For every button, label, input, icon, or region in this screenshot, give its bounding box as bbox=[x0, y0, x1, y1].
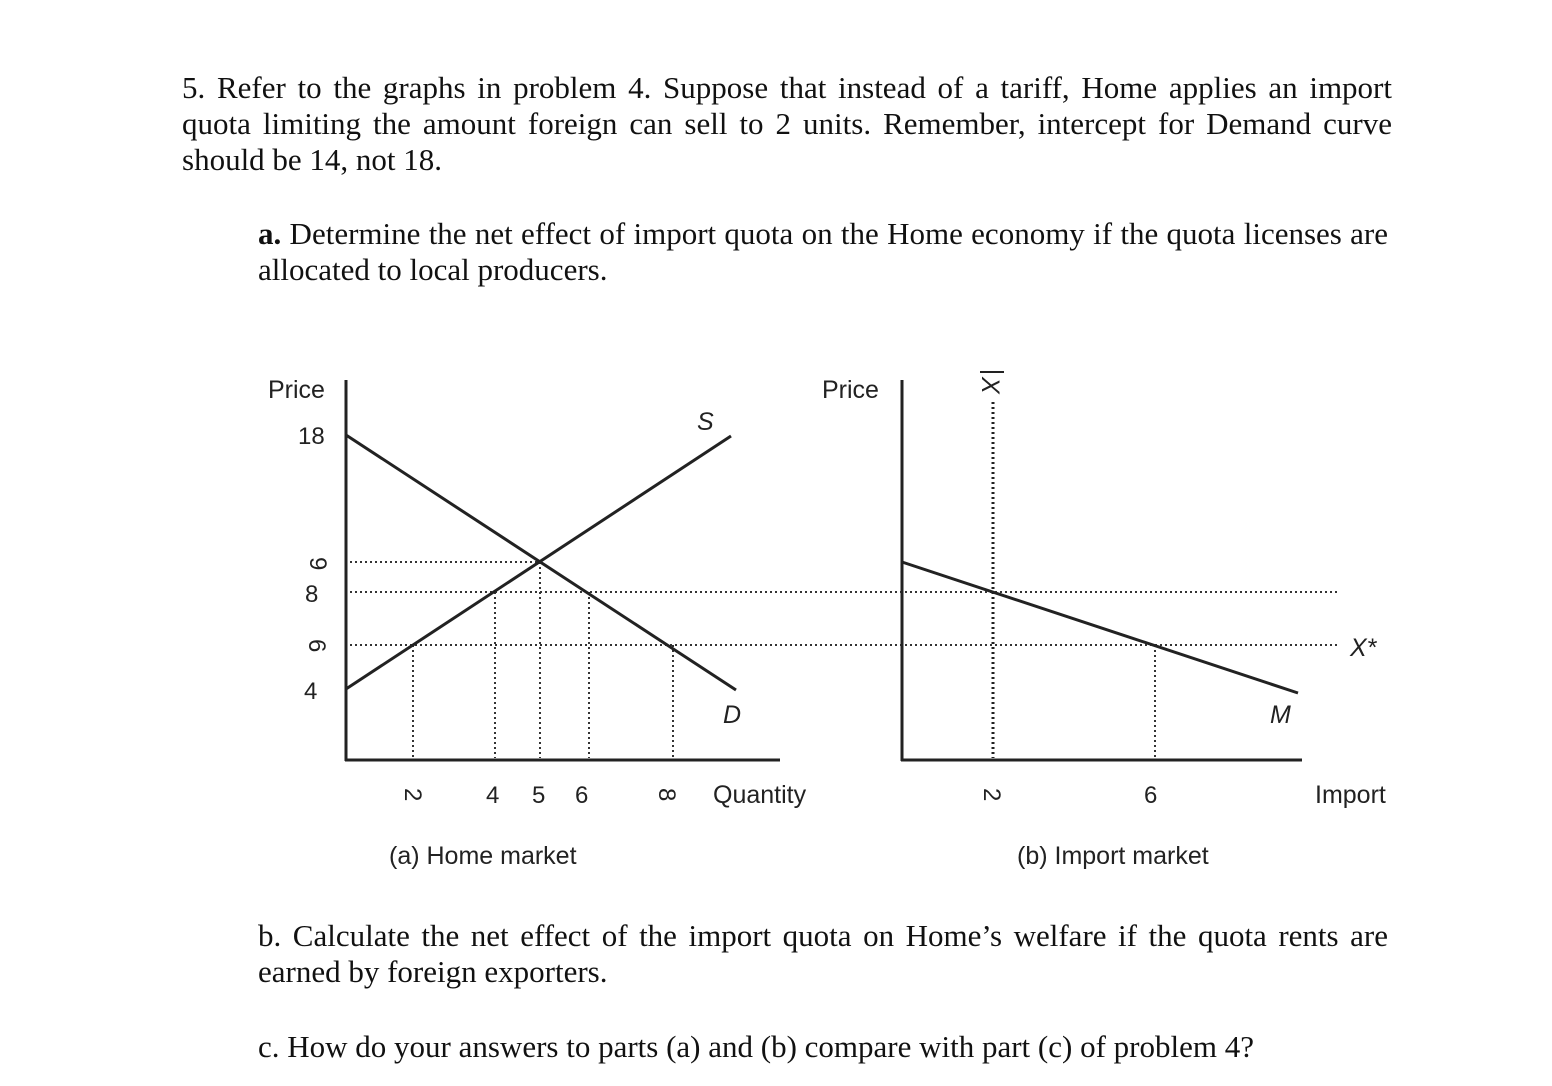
x-axis-label-home: Quantity bbox=[713, 781, 807, 809]
x-tick-8: 8 bbox=[653, 788, 680, 802]
part-a-label: a. bbox=[258, 216, 282, 251]
foreign-supply-label: X* bbox=[1350, 634, 1377, 662]
x-tick-2: 2 bbox=[399, 788, 426, 802]
x-axis-label-import: Import bbox=[1315, 781, 1386, 809]
y-axis-label-home: Price bbox=[268, 376, 325, 404]
x-tick-import-6: 6 bbox=[1144, 782, 1158, 809]
quota-label-xbar: X bbox=[976, 377, 1004, 394]
y-tick-9: 9 bbox=[304, 557, 331, 571]
x-tick-6: 6 bbox=[575, 782, 589, 809]
y-tick-8: 8 bbox=[305, 581, 319, 608]
y-axis-label-import: Price bbox=[822, 376, 879, 404]
panel-import-market bbox=[822, 372, 1386, 870]
caption-import-market: (b) Import market bbox=[1017, 842, 1209, 870]
import-demand-curve bbox=[902, 562, 1298, 693]
y-tick-6: 6 bbox=[303, 639, 330, 653]
caption-home-market: (a) Home market bbox=[389, 842, 577, 870]
import-demand-label: M bbox=[1270, 701, 1291, 729]
x-tick-4: 4 bbox=[486, 782, 500, 809]
x-tick-import-2: 2 bbox=[978, 788, 1005, 802]
demand-curve-label: D bbox=[723, 701, 742, 729]
part-c-question: c. How do your answers to parts (a) and (b) compare with part (c) of problem 4? bbox=[258, 1029, 1254, 1064]
question-5-text: 5. Refer to the graphs in problem 4. Suppose that instead of a tariff, Home applies an import quota limiting the amount foreign can sell to 2 units. Remember, intercept for Demand curve should be 14, not 18. bbox=[182, 70, 1392, 177]
part-b-question: b. Calculate the net effect of the import quota on Home’s welfare if the quota rents are earned by foreign exporters. bbox=[258, 918, 1388, 989]
supply-curve-label: S bbox=[697, 408, 714, 436]
y-tick-18: 18 bbox=[298, 423, 325, 450]
x-tick-5: 5 bbox=[532, 782, 546, 809]
part-a-text: Determine the net effect of import quota on the Home economy if the quota licenses are allocated to local producers. bbox=[258, 216, 1388, 287]
panel-home-market bbox=[268, 376, 1340, 870]
y-tick-4: 4 bbox=[304, 678, 318, 705]
